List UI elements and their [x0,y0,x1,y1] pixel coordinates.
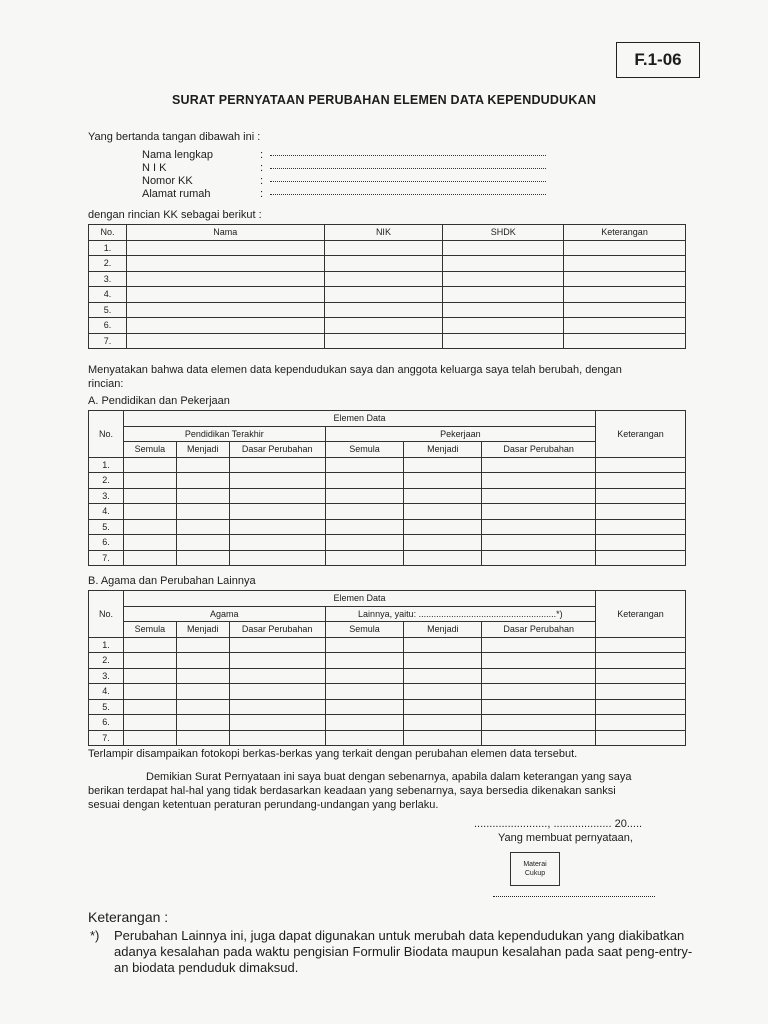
table-cell[interactable] [229,730,325,746]
table-cell[interactable] [404,668,482,684]
row-number: 4. [89,287,127,303]
table-cell[interactable] [325,488,404,504]
table-cell[interactable] [324,271,443,287]
table-cell[interactable] [596,699,686,715]
table-cell[interactable] [176,730,229,746]
table-row [89,457,686,473]
table-cell[interactable] [404,473,482,489]
table-cell[interactable] [482,519,596,535]
col-header: NIK [324,225,443,241]
row-number: 5. [89,519,124,535]
table-cell[interactable] [482,550,596,566]
table-cell[interactable] [324,318,443,334]
table-cell[interactable] [596,519,686,535]
table-cell[interactable] [596,730,686,746]
table-cell[interactable] [404,535,482,551]
kk-intro-text: dengan rincian KK sebagai berikut : [88,209,262,221]
table-cell[interactable] [176,488,229,504]
table-cell[interactable] [404,504,482,520]
table-cell[interactable] [123,504,176,520]
elemen-data-header: Elemen Data [123,591,595,607]
table-row [89,488,686,504]
table-cell[interactable] [325,473,404,489]
table-cell[interactable] [482,715,596,731]
row-number: 1. [89,457,124,473]
field-label: Nomor KK [142,175,193,187]
row-number: 3. [89,668,124,684]
row-number: 6. [89,535,124,551]
keterangan-header: Keterangan [596,411,686,458]
table-row [89,256,686,272]
table-cell[interactable] [564,302,686,318]
footnote-title: Keterangan : [88,909,169,925]
table-cell[interactable] [176,699,229,715]
agama-header: Agama [123,606,325,622]
table-cell[interactable] [596,488,686,504]
table-cell[interactable] [229,684,325,700]
table-cell[interactable] [482,504,596,520]
table-cell[interactable] [596,684,686,700]
table-cell[interactable] [596,715,686,731]
sub-header: Menjadi [176,442,229,458]
table-cell[interactable] [126,333,324,349]
table-cell[interactable] [596,668,686,684]
table-cell[interactable] [176,504,229,520]
table-cell[interactable] [482,637,596,653]
table-cell[interactable] [564,240,686,256]
materai-stamp-box: Materai Cukup [510,852,560,886]
table-cell[interactable] [404,637,482,653]
table-cell[interactable] [564,256,686,272]
fill-line[interactable] [270,168,546,169]
table-cell[interactable] [325,730,404,746]
sub-header: Dasar Perubahan [482,622,596,638]
table-cell[interactable] [123,715,176,731]
row-number: 6. [89,318,127,334]
table-cell[interactable] [482,699,596,715]
document-title: SURAT PERNYATAAN PERUBAHAN ELEMEN DATA KEPENDUDUKAN [171,93,597,107]
sub-header: Semula [123,622,176,638]
table-cell[interactable] [596,457,686,473]
table-cell[interactable] [564,271,686,287]
lainnya-header: Lainnya, yaitu: .......................................................*) [325,606,596,622]
sub-header: Dasar Perubahan [229,442,325,458]
table-cell[interactable] [325,457,404,473]
closing-line-3: sesuai dengan ketentuan peraturan perundang-undangan yang berlaku. [88,799,439,811]
table-row [89,668,686,684]
col-header: Keterangan [564,225,686,241]
table-cell[interactable] [325,715,404,731]
elemen-data-header: Elemen Data [123,411,595,427]
section-b-table [88,590,686,746]
table-cell[interactable] [126,302,324,318]
table-row [89,519,686,535]
table-cell[interactable] [443,271,564,287]
kk-table [88,224,686,349]
col-header: SHDK [443,225,564,241]
keterangan-header: Keterangan [596,591,686,638]
fill-line[interactable] [270,194,546,195]
row-number: 7. [89,550,124,566]
table-cell[interactable] [229,519,325,535]
table-cell[interactable] [325,637,404,653]
table-cell[interactable] [596,473,686,489]
table-cell[interactable] [229,668,325,684]
table-cell[interactable] [325,504,404,520]
signature-line[interactable] [493,896,655,897]
table-cell[interactable] [123,488,176,504]
table-cell[interactable] [404,730,482,746]
table-row [89,535,686,551]
table-cell[interactable] [324,302,443,318]
table-cell[interactable] [482,730,596,746]
sub-header: Dasar Perubahan [482,442,596,458]
fill-line[interactable] [270,181,546,182]
table-cell[interactable] [443,240,564,256]
table-cell[interactable] [325,684,404,700]
table-cell[interactable] [229,457,325,473]
section-a-table [88,410,686,566]
table-cell[interactable] [126,240,324,256]
table-row [89,637,686,653]
table-cell[interactable] [123,457,176,473]
table-cell[interactable] [123,637,176,653]
table-row [89,240,686,256]
row-number: 4. [89,684,124,700]
field-label: N I K [142,162,167,174]
col-header: No. [89,225,127,241]
table-cell[interactable] [324,287,443,303]
pendidikan-header: Pendidikan Terakhir [123,426,325,442]
table-cell[interactable] [123,653,176,669]
table-cell[interactable] [176,457,229,473]
closing-line-1: Demikian Surat Pernyataan ini saya buat dengan sebenarnya, apabila dalam keterangan yang saya [146,771,632,783]
sub-header: Menjadi [404,442,482,458]
table-cell[interactable] [325,519,404,535]
table-cell[interactable] [404,684,482,700]
field-label: Alamat rumah [142,188,211,200]
row-number: 1. [89,637,124,653]
statement-text: Menyatakan bahwa data elemen data kependudukan saya dan anggota keluarga saya telah berubah, dengan rincian: [88,364,622,390]
table-cell[interactable] [176,535,229,551]
table-cell[interactable] [229,488,325,504]
table-cell[interactable] [443,302,564,318]
table-cell[interactable] [596,637,686,653]
table-cell[interactable] [324,240,443,256]
row-number: 3. [89,271,127,287]
table-cell[interactable] [564,318,686,334]
attachment-note: Terlampir disampaikan fotokopi berkas-berkas yang terkait dengan perubahan elemen data tersebut. [88,748,578,760]
table-cell[interactable] [123,473,176,489]
table-cell[interactable] [404,699,482,715]
table-row [89,730,686,746]
row-number: 7. [89,730,124,746]
table-cell[interactable] [123,535,176,551]
table-cell[interactable] [123,684,176,700]
table-cell[interactable] [564,287,686,303]
table-cell[interactable] [126,318,324,334]
table-cell[interactable] [176,519,229,535]
table-row [89,504,686,520]
table-cell[interactable] [324,333,443,349]
table-row [89,302,686,318]
section-a-heading: A. Pendidikan dan Pekerjaan [88,395,230,407]
field-nama-lengkap[interactable]: Nama lengkap : [142,149,546,161]
table-cell[interactable] [482,668,596,684]
table-row [89,287,686,303]
table-row [89,653,686,669]
table-cell[interactable] [325,535,404,551]
table-cell[interactable] [482,457,596,473]
table-row [89,699,686,715]
table-cell[interactable] [482,653,596,669]
row-number: 6. [89,715,124,731]
row-number: 7. [89,333,127,349]
table-row [89,318,686,334]
table-cell[interactable] [229,550,325,566]
row-number: 5. [89,699,124,715]
row-number: 2. [89,256,127,272]
row-number: 3. [89,488,124,504]
table-cell[interactable] [123,730,176,746]
intro-text: Yang bertanda tangan dibawah ini : [88,131,261,143]
sub-header: Dasar Perubahan [229,622,325,638]
table-cell[interactable] [404,519,482,535]
row-number: 4. [89,504,124,520]
sub-header: Semula [325,622,404,638]
table-cell[interactable] [126,271,324,287]
sub-header: Menjadi [176,622,229,638]
table-row [89,271,686,287]
table-cell[interactable] [229,653,325,669]
table-cell[interactable] [126,256,324,272]
row-number: 2. [89,473,124,489]
table-cell[interactable] [324,256,443,272]
table-cell[interactable] [176,715,229,731]
table-cell[interactable] [596,504,686,520]
table-cell[interactable] [482,535,596,551]
footnote-mark: *) [90,928,100,943]
col-header: Nama [126,225,324,241]
section-b-heading: B. Agama dan Perubahan Lainnya [88,575,256,587]
maker-label: Yang membuat pernyataan, [498,832,633,844]
table-row [89,550,686,566]
table-cell[interactable] [325,699,404,715]
table-cell[interactable] [229,715,325,731]
table-cell[interactable] [126,287,324,303]
table-row [89,684,686,700]
table-cell[interactable] [123,519,176,535]
table-cell[interactable] [229,699,325,715]
field-nik[interactable]: N I K : [142,162,546,174]
row-number: 1. [89,240,127,256]
table-row [89,333,686,349]
table-cell[interactable] [176,473,229,489]
table-cell[interactable] [404,488,482,504]
table-cell[interactable] [482,684,596,700]
table-cell[interactable] [176,668,229,684]
sub-header: Semula [123,442,176,458]
table-cell[interactable] [564,333,686,349]
table-cell[interactable] [176,637,229,653]
table-cell[interactable] [229,535,325,551]
table-cell[interactable] [325,668,404,684]
field-label: Nama lengkap [142,149,213,161]
form-code-box: F.1-06 [616,42,700,78]
fill-line[interactable] [270,155,546,156]
table-cell[interactable] [443,318,564,334]
row-number: 5. [89,302,127,318]
table-cell[interactable] [176,684,229,700]
footnote-text: Perubahan Lainnya ini, juga dapat digunakan untuk merubah data kependudukan yang diakibatkan adanya kesalahan pada waktu pengisian Formulir Biodata maupun kesalahan pada saat peng-entry-an biodata penduduk dimaksud. [114,928,693,975]
table-cell[interactable] [482,473,596,489]
table-cell[interactable] [596,550,686,566]
table-cell[interactable] [404,653,482,669]
row-number: 2. [89,653,124,669]
field-nomor-kk[interactable]: Nomor KK : [142,175,546,187]
table-cell[interactable] [596,653,686,669]
table-cell[interactable] [229,473,325,489]
no-header: No. [89,591,124,638]
table-cell[interactable] [443,256,564,272]
table-cell[interactable] [596,535,686,551]
table-cell[interactable] [325,550,404,566]
place-date-line[interactable]: ........................, ................... 20..... [474,818,643,830]
table-cell[interactable] [482,488,596,504]
table-cell[interactable] [229,504,325,520]
table-cell[interactable] [443,333,564,349]
table-cell[interactable] [123,668,176,684]
table-cell[interactable] [176,550,229,566]
field-alamat-rumah[interactable]: Alamat rumah : [142,188,546,200]
no-header: No. [89,411,124,458]
sub-header: Menjadi [404,622,482,638]
table-cell[interactable] [176,653,229,669]
table-cell[interactable] [443,287,564,303]
table-cell[interactable] [123,550,176,566]
closing-line-2: berikan terdapat hal-hal yang tidak berdasarkan keadaan yang sebenarnya, saya bersedia dikenakan sanksi [88,785,616,797]
pekerjaan-header: Pekerjaan [325,426,595,442]
table-row [89,473,686,489]
table-cell[interactable] [229,637,325,653]
table-cell[interactable] [404,715,482,731]
table-cell[interactable] [325,653,404,669]
table-cell[interactable] [404,457,482,473]
table-row [89,715,686,731]
kk-header-row [89,225,686,241]
sub-header: Semula [325,442,404,458]
table-cell[interactable] [404,550,482,566]
table-cell[interactable] [123,699,176,715]
